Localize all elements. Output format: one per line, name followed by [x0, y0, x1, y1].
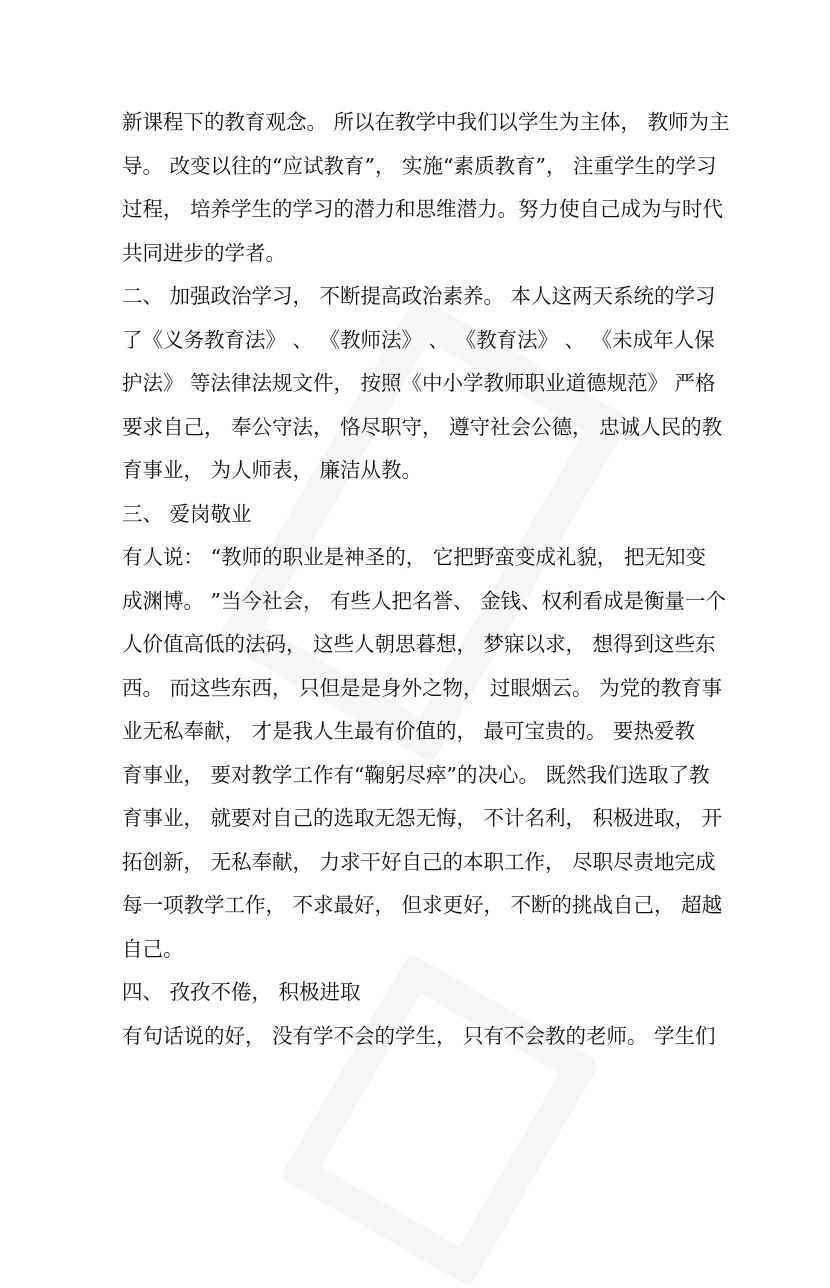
text-line: 业无私奉献， 才是我人生最有价值的， 最可宝贵的。 要热爱教: [122, 719, 696, 743]
text-line: 西。 而这些东西， 只但是是身外之物， 过眼烟云。 为党的教育事: [122, 675, 723, 700]
text-line: 护法》 等法律法规文件， 按照《中小学教师职业道德规范》 严格: [122, 371, 716, 395]
text-line: 每一项教学工作， 不求最好， 但求更好， 不断的挑战自己， 超越: [122, 893, 723, 917]
text-line: 三、 爱岗敬业: [122, 501, 252, 526]
text-line: 有人说： “教师的职业是神圣的， 它把野蛮变成礼貌， 把无知变: [122, 545, 706, 569]
text-line: 有句话说的好， 没有学不会的学生， 只有不会教的老师。 学生们: [122, 1023, 716, 1048]
text-line: 拓创新， 无私奉献， 力求干好自己的本职工作， 尽职尽责地完成: [122, 849, 716, 874]
text-line: 要求自己， 奉公守法， 恪尽职守， 遵守社会公德， 忠诚人民的教: [122, 414, 723, 439]
text-line: 共同进步的学者。: [122, 240, 286, 265]
text-line: 育事业， 要对教学工作有“鞠躬尽瘁”的决心。 既然我们选取了教: [122, 762, 710, 787]
text-line: 育事业， 为人师表， 廉洁从教。: [122, 458, 423, 482]
text-line: 过程， 培养学生的学习的潜力和思维潜力。努力使自己成为与时代: [122, 197, 724, 221]
text-line: 人价值高低的法码， 这些人朝思暮想， 梦寐以求， 想得到这些东: [122, 632, 716, 656]
text-line: 四、 孜孜不倦， 积极进取: [122, 980, 361, 1004]
document-body: [122, 101, 730, 1058]
text-line: 导。 改变以往的“应试教育”， 实施“素质教育”， 注重学生的学习: [122, 153, 717, 178]
text-line: 育事业， 就要对自己的选取无怨无悔， 不计名利， 积极进取， 开: [122, 806, 723, 830]
text-line: 了《义务教育法》 、 《教师法》 、 《教育法》 、 《未成年人保: [122, 327, 715, 352]
text-line: 新课程下的教育观念。 所以在教学中我们以学生为主体， 教师为主: [122, 110, 730, 134]
text-line: 自己。: [122, 936, 184, 961]
text-line: 成渊博。 ”当今社会， 有些人把名誉、 金钱、权利看成是衡量一个: [122, 588, 727, 613]
text-line: 二、 加强政治学习， 不断提高政治素养。 本人这两天系统的学习: [122, 284, 716, 308]
